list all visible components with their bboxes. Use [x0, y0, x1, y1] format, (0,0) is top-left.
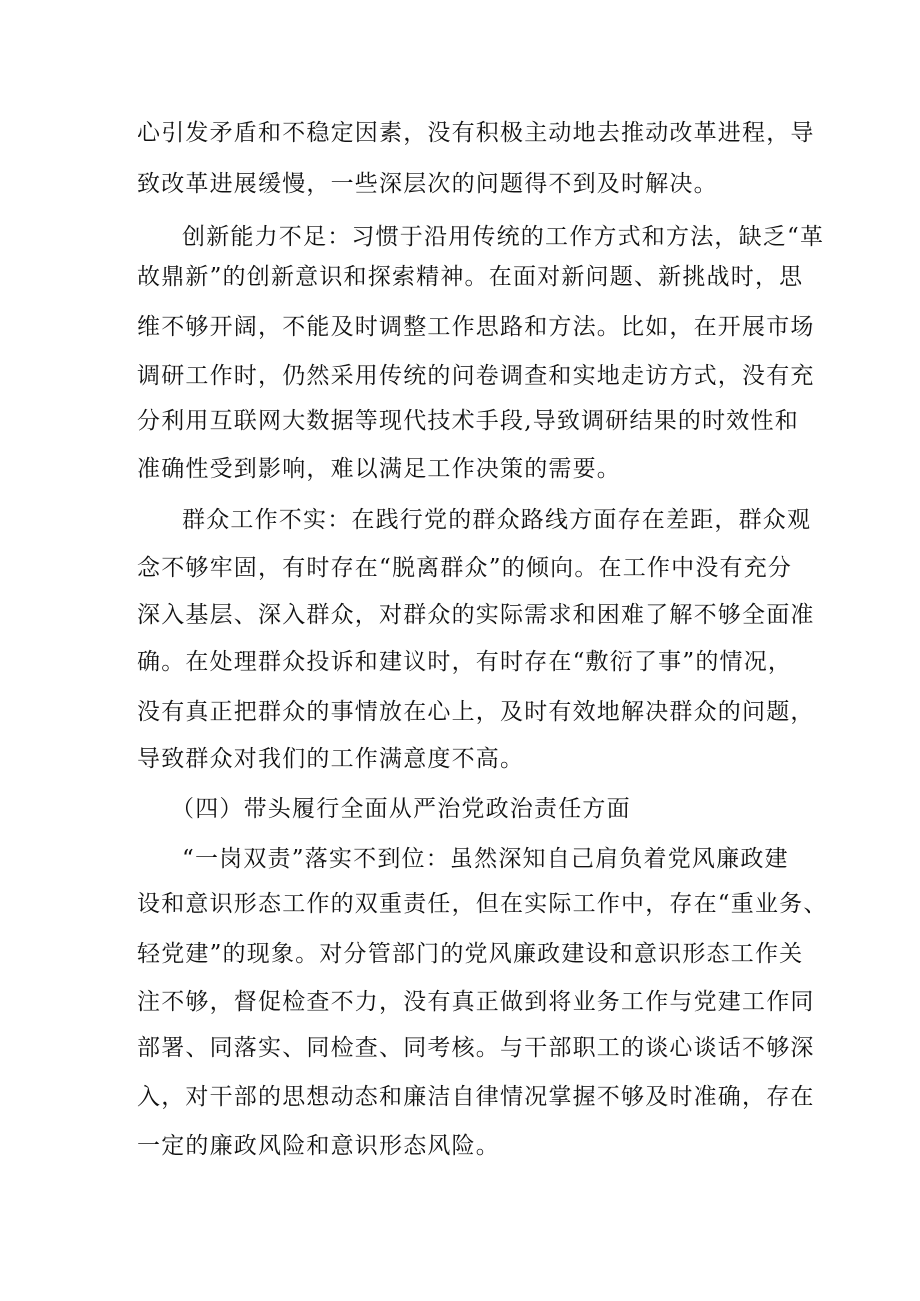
paragraph-line: 注不够，督促检查不力，没有真正做到将业务工作与党建工作同 — [137, 989, 815, 1015]
paragraph-line: 故鼎新”的创新意识和探索精神。在面对新问题、新挑战时，思 — [137, 264, 804, 290]
section-heading: （四）带头履行全面从严治党政治责任方面 — [171, 796, 631, 822]
paragraph-line: “一岗双责”落实不到位：虽然深知自己肩负着党风廉政建 — [182, 846, 789, 872]
paragraph-line: 导致群众对我们的工作满意度不高。 — [137, 746, 525, 772]
paragraph-line: 确。在处理群众投诉和建议时，有时存在“敷衍了事”的情况， — [137, 649, 793, 675]
paragraph-line: 部署、同落实、同检查、同考核。与干部职工的谈心谈话不够深 — [137, 1035, 815, 1061]
paragraph-line: 没有真正把群众的事情放在心上，及时有效地解决群众的问题， — [137, 699, 815, 725]
paragraph-line: 念不够牢固，有时存在“脱离群众”的倾向。在工作中没有充分 — [137, 555, 793, 581]
paragraph-line: 调研工作时，仍然采用传统的问卷调查和实地走访方式，没有充 — [137, 363, 815, 389]
paragraph-line: 设和意识形态工作的双重责任，但在实际工作中，存在“重业务、 — [137, 891, 828, 917]
paragraph-line: 维不够开阔，不能及时调整工作思路和方法。比如，在开展市场 — [137, 314, 815, 340]
paragraph-line: 群众工作不实：在践行党的群众路线方面存在差距，群众观 — [182, 507, 812, 533]
paragraph-line: 准确性受到影响，难以满足工作决策的需要。 — [137, 456, 621, 482]
paragraph-line: 入，对干部的思想动态和廉洁自律情况掌握不够及时准确，存在 — [137, 1084, 815, 1110]
paragraph-line: 致改革进展缓慢，一些深层次的问题得不到及时解决。 — [137, 171, 718, 197]
paragraph-line: 创新能力不足：习惯于沿用传统的工作方式和方法，缺乏“革 — [182, 224, 825, 250]
paragraph-line: 心引发矛盾和不稳定因素，没有积极主动地去推动改革进程，导 — [137, 120, 815, 146]
paragraph-line: 深入基层、深入群众，对群众的实际需求和困难了解不够全面准 — [137, 602, 815, 628]
paragraph-line: 轻党建”的现象。对分管部门的党风廉政建设和意识形态工作关 — [137, 941, 804, 967]
paragraph-line: 一定的廉政风险和意识形态风险。 — [137, 1133, 500, 1159]
paragraph-line: 分利用互联网大数据等现代技术手段,导致调研结果的时效性和 — [137, 408, 799, 434]
